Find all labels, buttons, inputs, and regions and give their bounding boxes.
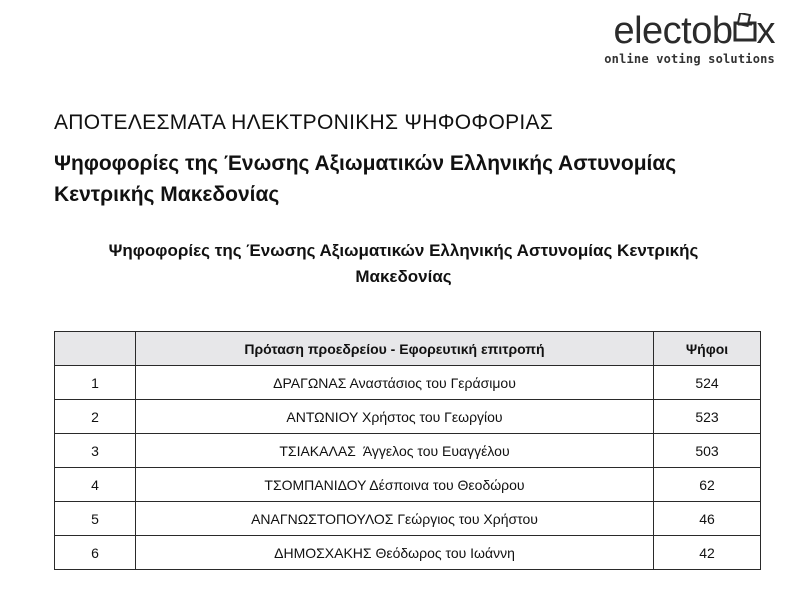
- document-title: ΑΠΟΤΕΛΕΣΜΑΤΑ ΗΛΕΚΤΡΟΝΙΚΗΣ ΨΗΦΟΦΟΡΙΑΣ: [54, 111, 554, 134]
- header-number: [55, 332, 136, 366]
- vote-count: 46: [654, 502, 761, 536]
- row-number: 6: [55, 536, 136, 570]
- ballot-title-line2: Μακεδονίας: [355, 267, 452, 286]
- logo-wordmark: [563, 8, 775, 54]
- table-row: [55, 434, 761, 468]
- table-row: [55, 400, 761, 434]
- header-votes: Ψήφοι: [654, 332, 761, 366]
- table-row: [55, 366, 761, 400]
- election-name-line2: Κεντρικής Μακεδονίας: [54, 183, 280, 206]
- table-row: [55, 502, 761, 536]
- logo-word-start: electob: [613, 10, 733, 52]
- election-name-line1: Ψηφοφορίες της Ένωσης Αξιωματικών Ελληνικής Αστυνομίας: [54, 152, 677, 175]
- candidate-name: ΤΣΙΑΚΑΛΑΣ Άγγελος του Ευαγγέλου: [136, 434, 654, 468]
- candidate-name: ΤΣΟΜΠΑΝΙΔΟΥ Δέσποινα του Θεοδώρου: [136, 468, 654, 502]
- vote-count: 62: [654, 468, 761, 502]
- candidate-name: ΑΝΤΩΝΙΟΥ Χρήστος του Γεωργίου: [136, 400, 654, 434]
- vote-count: 42: [654, 536, 761, 570]
- row-number: 5: [55, 502, 136, 536]
- row-number: 3: [55, 434, 136, 468]
- ballot-title: [40, 238, 767, 290]
- results-table: [54, 331, 761, 570]
- candidate-name: ΔΗΜΟΣΧΑΚΗΣ Θεόδωρος του Ιωάννη: [136, 536, 654, 570]
- logo-tagline: online voting solutions: [604, 52, 775, 66]
- document-heading: [54, 110, 774, 210]
- vote-count: 523: [654, 400, 761, 434]
- ballot-box-icon: [733, 13, 757, 43]
- header-candidate: Πρόταση προεδρείου - Εφορευτική επιτροπή: [136, 332, 654, 366]
- vote-count: 524: [654, 366, 761, 400]
- candidate-name: ΑΝΑΓΝΩΣΤΟΠΟΥΛΟΣ Γεώργιος του Χρήστου: [136, 502, 654, 536]
- logo-word-end: x: [756, 10, 775, 52]
- row-number: 1: [55, 366, 136, 400]
- electobox-logo: [563, 8, 775, 66]
- row-number: 2: [55, 400, 136, 434]
- vote-count: 503: [654, 434, 761, 468]
- candidate-name: ΔΡΑΓΩΝΑΣ Αναστάσιος του Γεράσιμου: [136, 366, 654, 400]
- table-row: [55, 468, 761, 502]
- row-number: 4: [55, 468, 136, 502]
- table-header-row: [55, 332, 761, 366]
- ballot-title-line1: Ψηφοφορίες της Ένωσης Αξιωματικών Ελληνικής Αστυνομίας Κεντρικής: [108, 241, 699, 260]
- table-row: [55, 536, 761, 570]
